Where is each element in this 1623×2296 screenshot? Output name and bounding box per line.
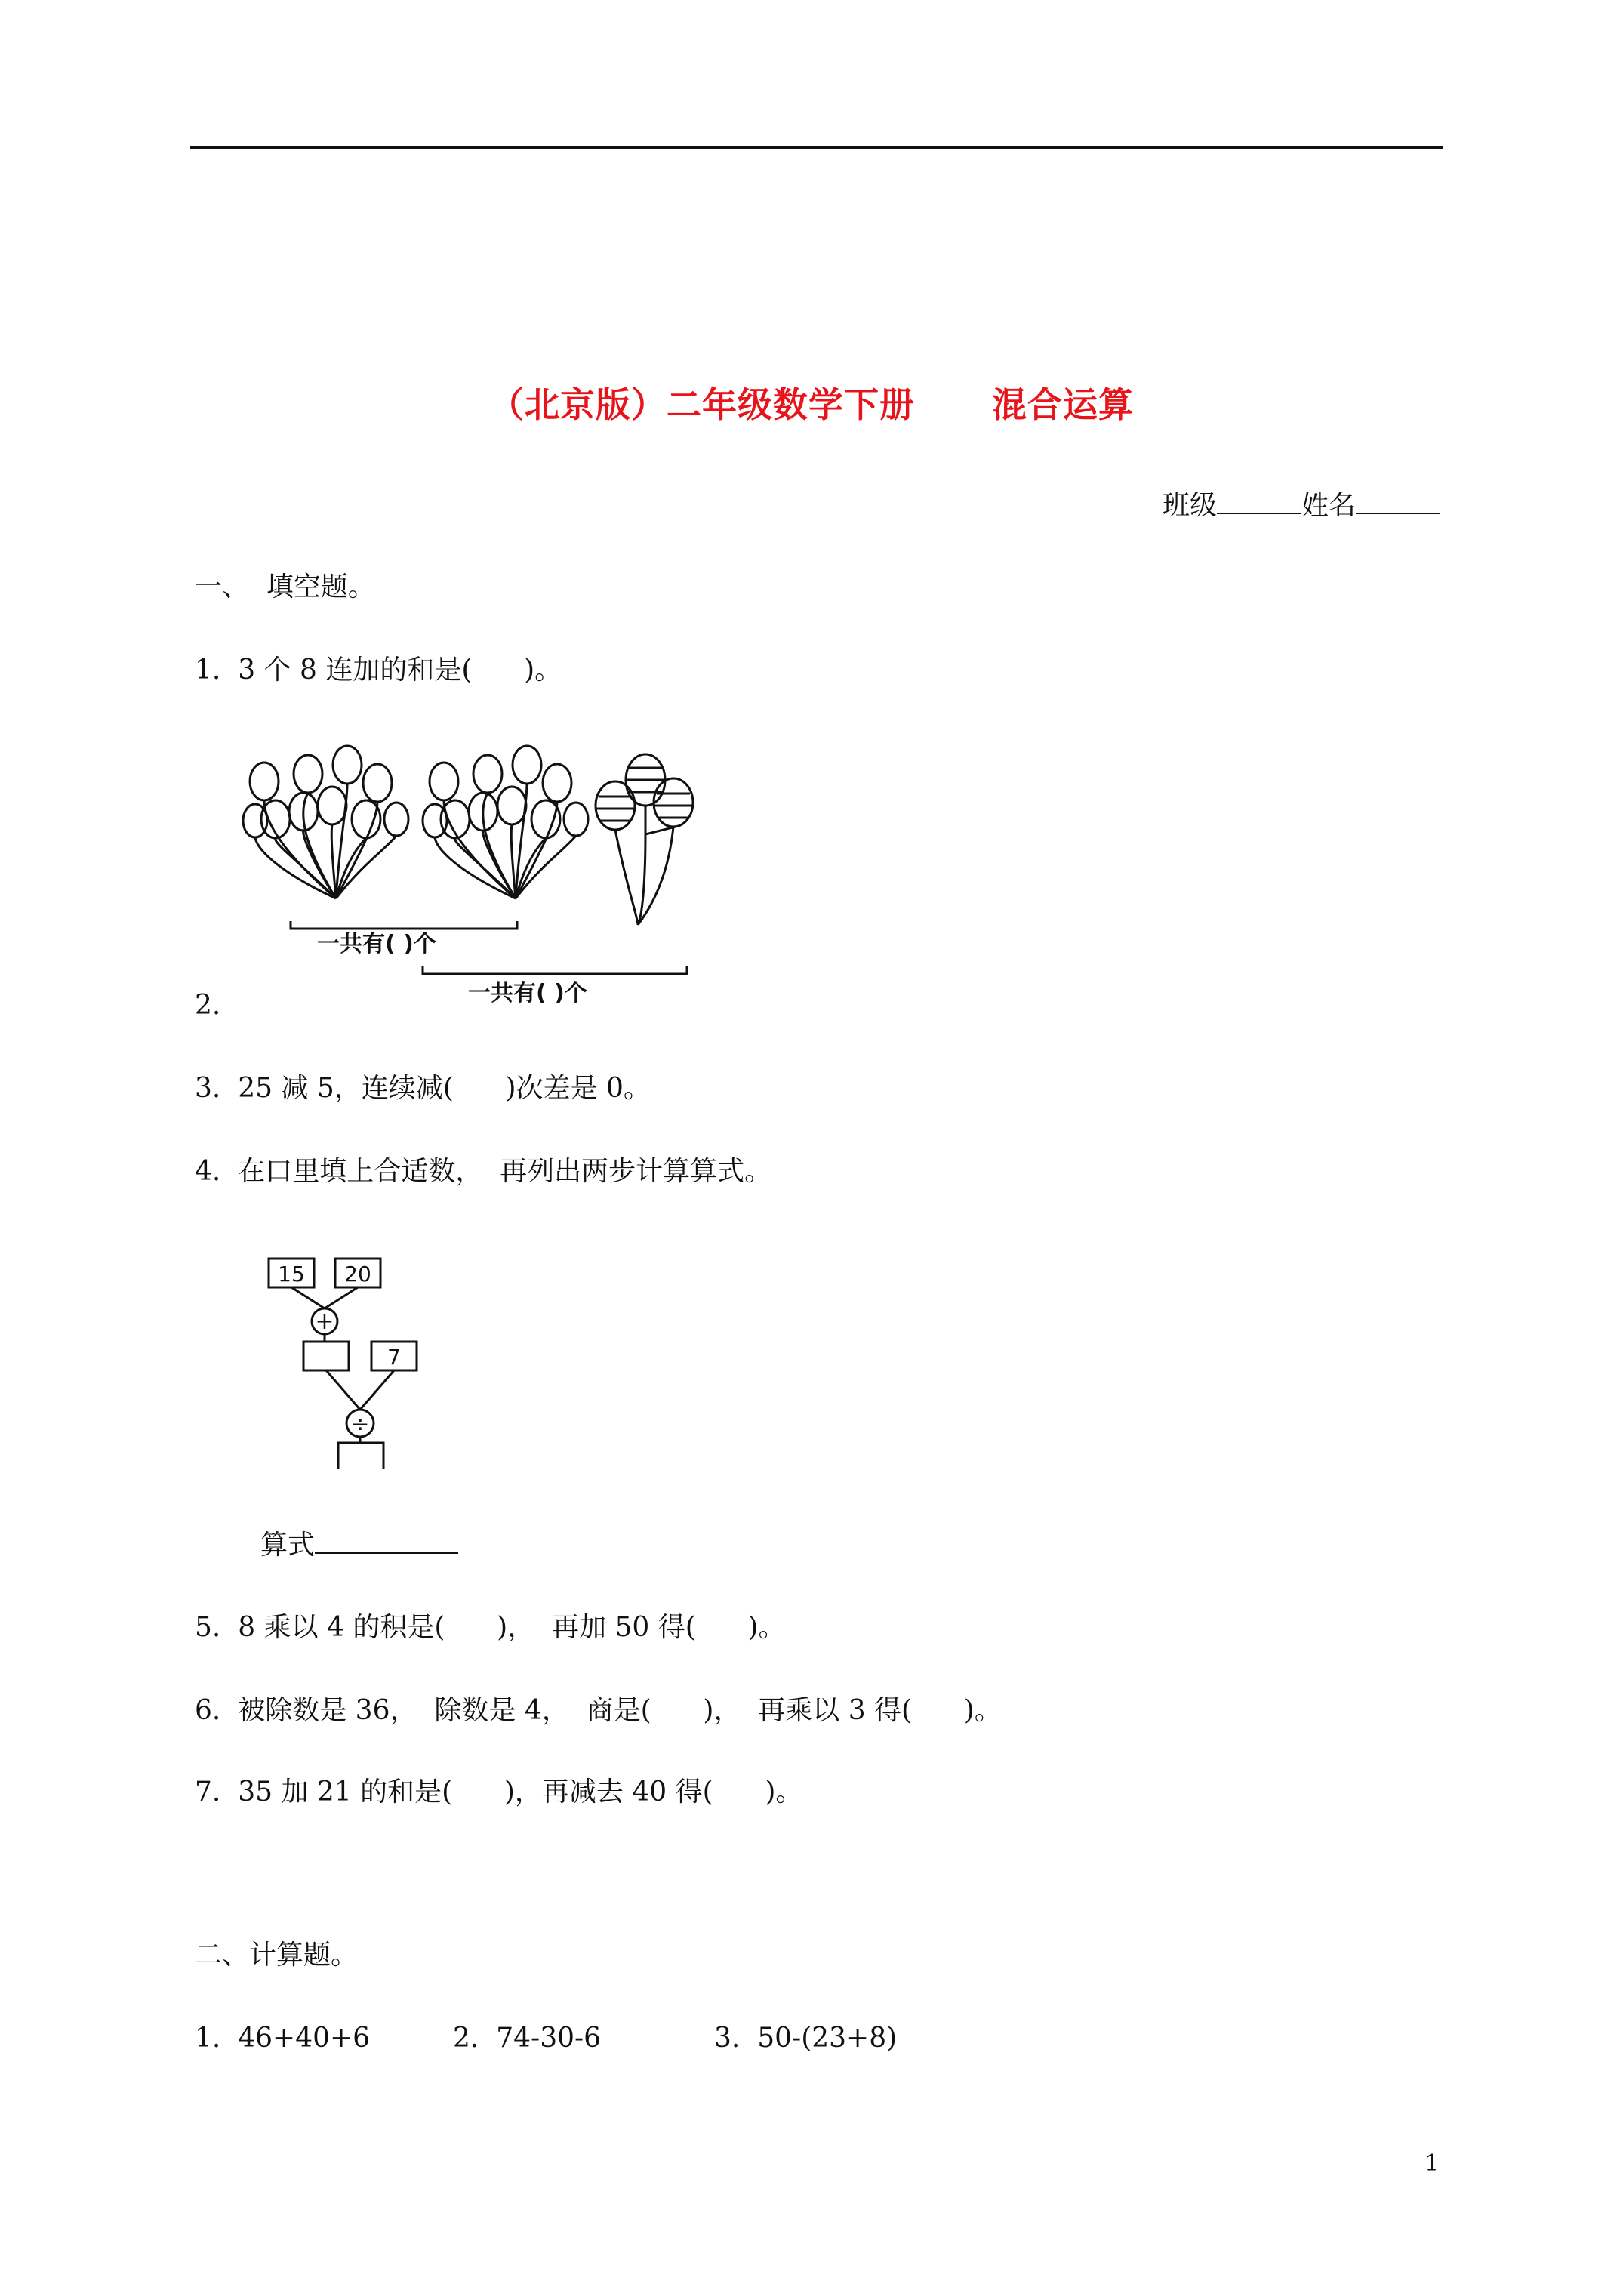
answer-box-2 [338,1443,383,1469]
formula-line [260,1529,458,1562]
page-number: 1 [1424,2150,1440,2177]
name-blank [1356,490,1440,514]
number-box-15-label: 15 [278,1262,305,1287]
balloon-illustration [234,736,747,1015]
formula-blank [315,1530,458,1554]
question-1: 1. 3 个 8 连加的和是( )。 [195,655,562,686]
brace-2 [423,966,687,974]
balloon-caption-1: 一共有( )个 [317,931,436,957]
divide-operator: ÷ [350,1411,370,1438]
class-blank [1217,490,1301,514]
balloon-bunch-1 [243,746,408,898]
name-label: 姓名 [1301,490,1356,521]
page-title: （北京版）二年级数学下册 混合运算 [488,384,1135,425]
section-1-heading: 一、 填空题。 [195,572,375,603]
brace-1 [291,921,517,929]
calc-item-1: 1. 46+40+6 [195,2023,371,2054]
section-2-heading: 二、计算题。 [195,1940,359,1971]
answer-box-1 [303,1342,349,1370]
question-4: 4. 在口里填上合适数， 再列出两步计算算式。 [195,1156,772,1187]
number-box-7-label: 7 [387,1345,401,1370]
number-box-20-label: 20 [344,1262,371,1287]
class-label: 班级 [1162,490,1217,521]
question-2-number: 2. [195,990,221,1021]
calc-item-2: 2. 74-30-6 [453,2023,602,2054]
question-7: 7. 35 加 21 的和是( )，再减去 40 得( )。 [195,1777,803,1808]
calc-item-3: 3. 50-(23+8) [714,2023,898,2054]
question-5: 5. 8 乘以 4 的积是( )， 再加 50 得( )。 [195,1612,786,1643]
balloon-bunch-2 [423,746,588,898]
plus-operator: + [315,1308,334,1335]
header-rule [190,146,1443,149]
question-3: 3. 25 减 5，连续减( )次差是 0。 [195,1073,651,1104]
class-name-line [1163,489,1440,522]
formula-label: 算式 [260,1530,316,1561]
question-6: 6. 被除数是 36， 除数是 4， 商是( )， 再乘以 3 得( )。 [195,1695,1002,1726]
balloon-bunch-3 [596,754,693,925]
balloon-caption-2: 一共有( )个 [468,980,587,1006]
operation-diagram [257,1250,438,1469]
